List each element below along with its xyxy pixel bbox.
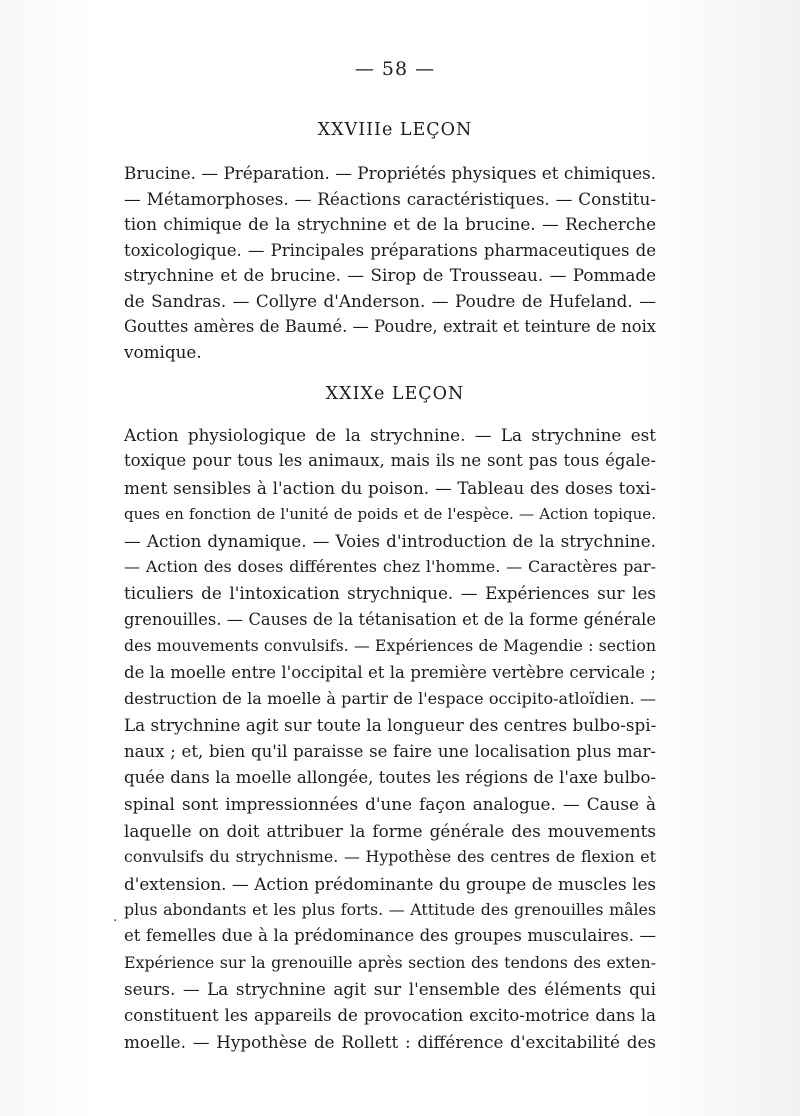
text-line: tion chimique de la strychnine et de la brucine. — Recherche bbox=[124, 214, 656, 234]
text-line: de la moelle entre l'occipital et la première vertèbre cervicale ; bbox=[124, 662, 656, 682]
text-line: et femelles due à la prédominance des groupes musculaires. — bbox=[124, 926, 656, 946]
lesson-28-title: XXVIIIe LEÇON bbox=[317, 120, 473, 140]
text-line: — Action des doses différentes chez l'homme. — Caractères par- bbox=[124, 556, 656, 576]
text-line: spinal sont impressionnées d'une façon analogue. — Cause à bbox=[124, 794, 656, 815]
text-line: convulsifs du strychnisme. — Hypothèse des centres de flexion et bbox=[124, 847, 656, 867]
text-line: — Métamorphoses. — Réactions caractéristiques. — Constitu- bbox=[124, 188, 656, 209]
text-line: de Sandras. — Collyre d'Anderson. — Poudre de Hufeland. — bbox=[124, 290, 656, 311]
text-line: Brucine. — Préparation. — Propriétés physiques et chimiques. bbox=[124, 163, 656, 183]
text-line: destruction de la moelle à partir de l'espace occipito-atloïdien. — bbox=[124, 688, 656, 708]
text-line: toxicologique. — Principales préparations pharmaceutiques de bbox=[124, 240, 656, 260]
text-line: seurs. — La strychnine agit sur l'ensemble des éléments qui bbox=[124, 979, 656, 1000]
lesson-29-summary bbox=[124, 422, 656, 1055]
text-line: constituent les appareils de provocation excito-motrice dans la bbox=[124, 1005, 656, 1025]
text-line: Action physiologique de la strychnine. — La strychnine est bbox=[124, 425, 656, 445]
text-line: ment sensibles à l'action du poison. — Tableau des doses toxi- bbox=[124, 477, 656, 498]
text-line: — Action dynamique. — Voies d'introduction de la strychnine. bbox=[124, 530, 656, 551]
lesson-29-title: XXIXe LEÇON bbox=[325, 384, 465, 404]
text-line: vomique. bbox=[124, 341, 202, 362]
text-line: Expérience sur la grenouille après section des tendons des exten- bbox=[124, 952, 656, 972]
text-line: naux ; et, bien qu'il paraisse se faire une localisation plus mar- bbox=[124, 741, 656, 761]
text-line: grenouilles. — Causes de la tétanisation et de la forme générale bbox=[124, 609, 656, 629]
lesson-28-summary bbox=[124, 161, 656, 365]
text-line: La strychnine agit sur toute la longueur des centres bulbo-spi- bbox=[124, 715, 656, 736]
text-line: d'extension. — Action prédominante du groupe de muscles les bbox=[124, 873, 656, 894]
text-line: quée dans la moelle allongée, toutes les régions de l'axe bulbo- bbox=[124, 768, 656, 788]
text-line: toxique pour tous les animaux, mais ils ne sont pas tous égale- bbox=[124, 451, 656, 471]
text-line: ticuliers de l'intoxication strychnique. — Expériences sur les bbox=[124, 583, 656, 604]
text-line: Gouttes amères de Baumé. — Poudre, extrait et teinture de noix bbox=[124, 317, 656, 336]
text-line: plus abondants et les plus forts. — Attitude des grenouilles mâles bbox=[124, 900, 656, 920]
text-line: ques en fonction de l'unité de poids et de l'espèce. — Action topique. bbox=[124, 505, 656, 524]
ink-speck-icon: · bbox=[113, 913, 118, 929]
text-line: des mouvements convulsifs. — Expériences de Magendie : section bbox=[124, 636, 656, 656]
text-line: strychnine et de brucine. — Sirop de Trousseau. — Pommade bbox=[124, 265, 656, 285]
text-line: laquelle on doit attribuer la forme générale des mouvements bbox=[124, 820, 656, 841]
text-line: moelle. — Hypothèse de Rollett : différence d'excitabilité des bbox=[124, 1031, 656, 1052]
page-number: — 58 — bbox=[354, 58, 436, 80]
